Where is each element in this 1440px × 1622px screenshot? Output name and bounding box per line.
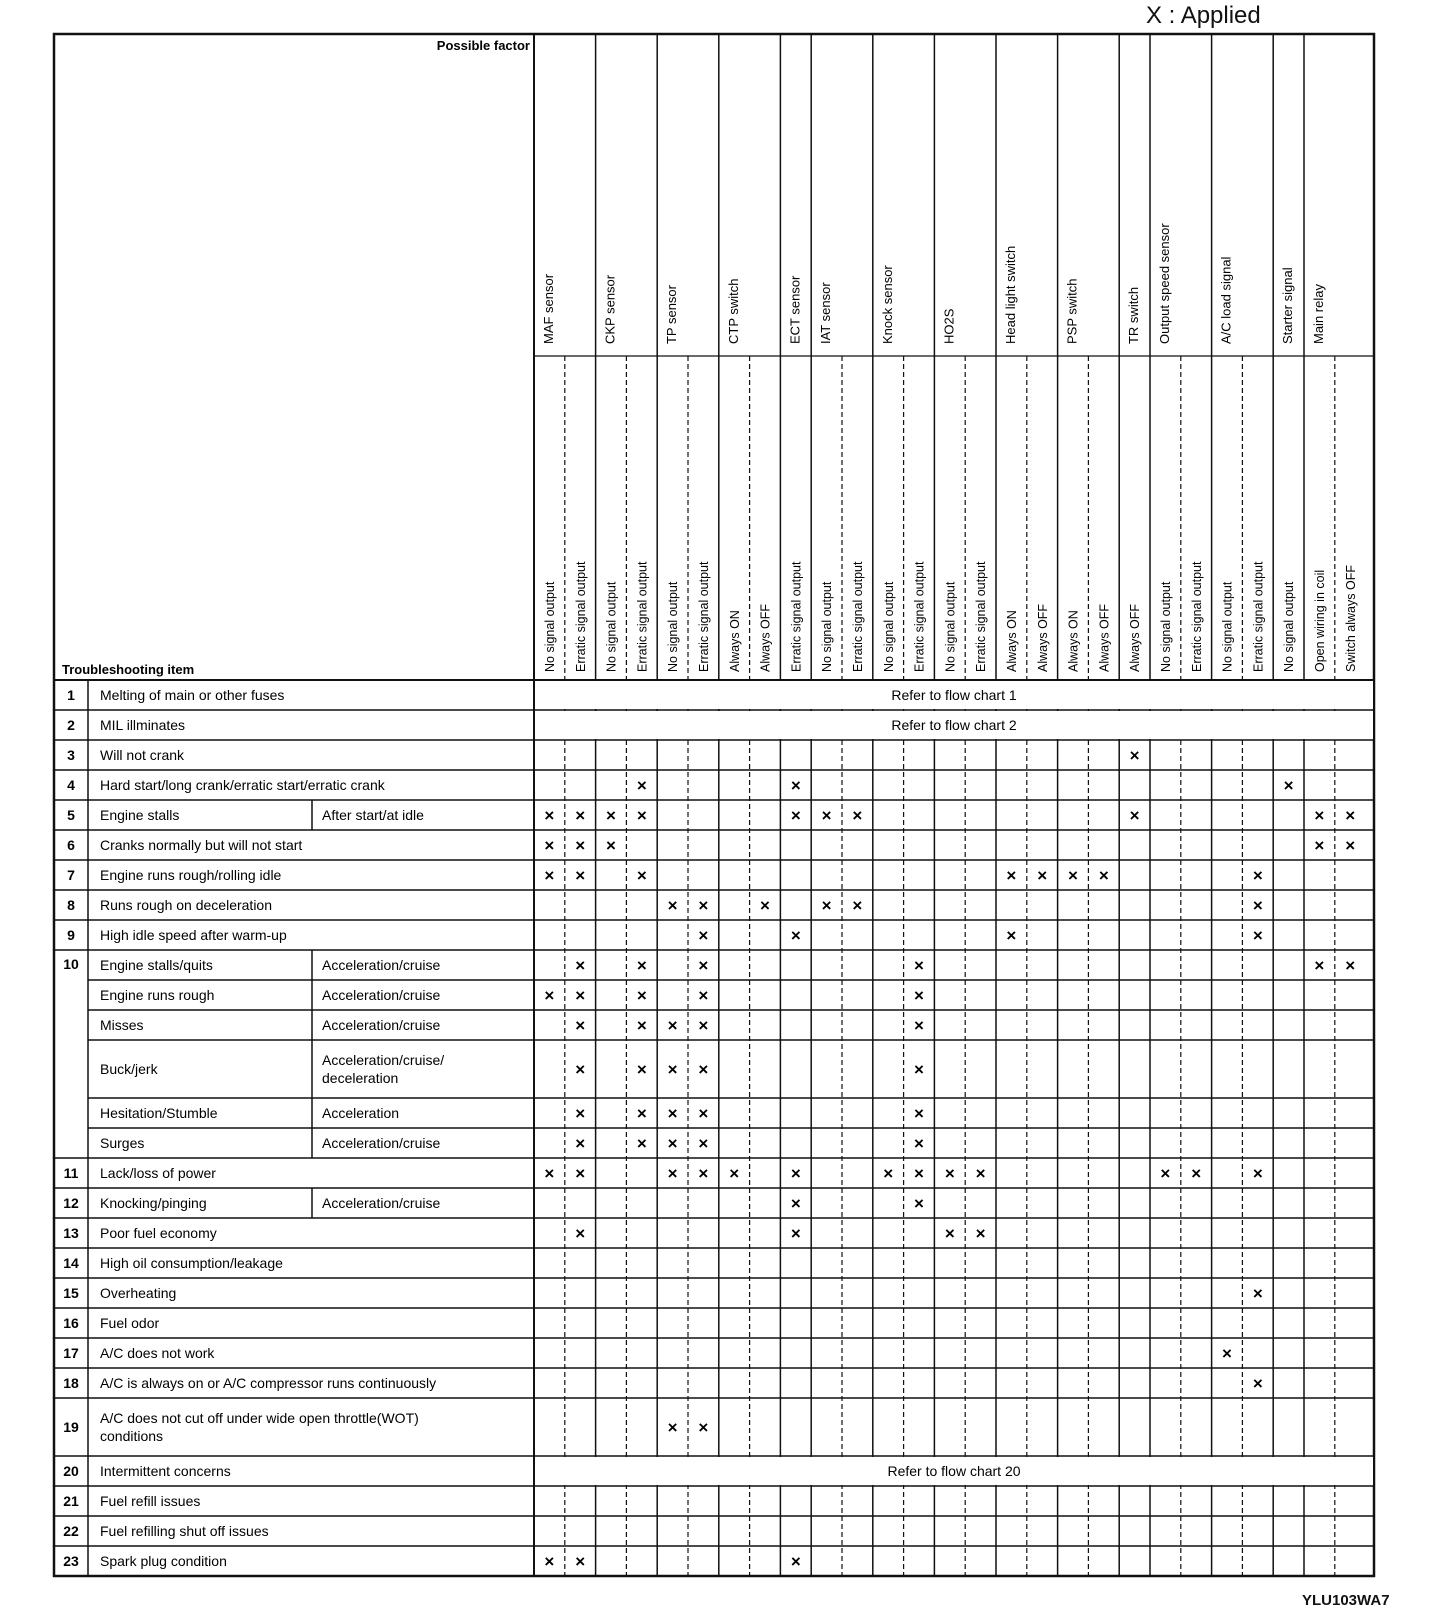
applied-mark: × bbox=[1037, 866, 1048, 885]
applied-mark: × bbox=[636, 956, 647, 975]
applied-mark: × bbox=[790, 1552, 801, 1571]
applied-mark: × bbox=[667, 1016, 678, 1035]
applied-mark: × bbox=[821, 806, 832, 825]
condition: After start/at idle bbox=[322, 807, 424, 823]
applied-mark: × bbox=[698, 1016, 709, 1035]
sub-column-label: No signal output bbox=[604, 581, 619, 672]
troubleshooting-item: High oil consumption/leakage bbox=[100, 1255, 283, 1271]
applied-mark: × bbox=[667, 1060, 678, 1079]
group-name: Knock sensor bbox=[879, 265, 895, 344]
applied-mark: × bbox=[821, 896, 832, 915]
sub-column-label: Switch always OFF bbox=[1343, 565, 1358, 672]
applied-mark: × bbox=[1006, 926, 1017, 945]
applied-mark: × bbox=[606, 806, 616, 825]
row-number: 2 bbox=[67, 717, 75, 733]
applied-mark: × bbox=[636, 986, 647, 1005]
troubleshooting-item: Engine stalls/quits bbox=[100, 957, 213, 973]
applied-mark: × bbox=[575, 1224, 586, 1243]
sub-column-label: No signal output bbox=[666, 581, 681, 672]
group-name: Head light switch bbox=[1003, 245, 1018, 344]
group-name: ECT sensor bbox=[787, 275, 803, 344]
condition: Acceleration/cruise bbox=[322, 1195, 441, 1211]
applied-mark: × bbox=[575, 806, 586, 825]
applied-mark: × bbox=[1191, 1164, 1202, 1183]
applied-mark: × bbox=[544, 806, 555, 825]
applied-mark: × bbox=[790, 1164, 801, 1183]
applied-mark: × bbox=[544, 836, 555, 855]
condition: Acceleration/cruise bbox=[322, 987, 441, 1003]
applied-mark: × bbox=[852, 806, 863, 825]
applied-mark: × bbox=[1283, 776, 1294, 795]
troubleshooting-item: Surges bbox=[100, 1135, 145, 1151]
sub-column-label: No signal output bbox=[881, 581, 896, 672]
troubleshooting-item: Melting of main or other fuses bbox=[100, 687, 285, 703]
row-number: 16 bbox=[63, 1315, 79, 1331]
troubleshooting-item: Hard start/long crank/erratic start/erratic crank bbox=[100, 777, 385, 793]
applied-mark: × bbox=[852, 896, 863, 915]
group-name: Starter signal bbox=[1280, 267, 1296, 344]
row-number: 13 bbox=[63, 1225, 79, 1241]
troubleshooting-item-label: Troubleshooting item bbox=[62, 662, 195, 677]
sub-column-label: Always ON bbox=[1005, 610, 1019, 672]
troubleshooting-item: Cranks normally but will not start bbox=[100, 837, 303, 853]
sub-column-label: Erratic signal output bbox=[697, 561, 711, 672]
applied-mark: × bbox=[1222, 1344, 1232, 1363]
applied-mark: × bbox=[698, 1418, 709, 1437]
troubleshooting-item: Hesitation/Stumble bbox=[100, 1105, 218, 1121]
applied-mark: × bbox=[944, 1164, 955, 1183]
row-number: 23 bbox=[63, 1553, 79, 1569]
applied-mark: × bbox=[544, 1552, 555, 1571]
sub-column-label: Erratic signal output bbox=[974, 561, 989, 672]
troubleshooting-item: A/C does not work bbox=[100, 1345, 215, 1361]
applied-mark: × bbox=[975, 1164, 986, 1183]
applied-mark: × bbox=[760, 896, 770, 915]
group-name: A/C load signal bbox=[1218, 256, 1234, 344]
applied-mark: × bbox=[575, 1016, 586, 1035]
applied-mark: × bbox=[1098, 866, 1109, 885]
troubleshooting-item: Fuel odor bbox=[100, 1315, 160, 1331]
sub-column-label: Always ON bbox=[727, 610, 742, 672]
applied-mark: × bbox=[698, 1164, 709, 1183]
applied-mark: × bbox=[544, 986, 555, 1005]
row-number: 12 bbox=[63, 1195, 79, 1211]
applied-mark: × bbox=[1314, 806, 1325, 825]
group-name: HO2S bbox=[941, 308, 957, 344]
troubleshooting-item: Engine stalls bbox=[100, 807, 180, 823]
applied-mark: × bbox=[1252, 1164, 1263, 1183]
condition: Acceleration/cruise/ bbox=[322, 1052, 445, 1068]
group-name: CKP sensor bbox=[602, 274, 618, 344]
troubleshooting-item: Overheating bbox=[100, 1285, 177, 1301]
applied-mark: × bbox=[944, 1224, 955, 1243]
applied-mark: × bbox=[575, 866, 586, 885]
applied-mark: × bbox=[575, 1552, 586, 1571]
troubleshooting-item: Buck/jerk bbox=[100, 1061, 158, 1077]
troubleshooting-item: Spark plug condition bbox=[100, 1553, 227, 1569]
applied-mark: × bbox=[914, 956, 924, 975]
sub-column-label: No signal output bbox=[820, 581, 835, 672]
sub-column-label: Erratic signal output bbox=[1251, 561, 1266, 672]
row-number: 15 bbox=[63, 1285, 79, 1301]
group-name: TR switch bbox=[1126, 286, 1142, 344]
sub-column-label: Erratic signal output bbox=[573, 561, 588, 672]
troubleshooting-item: Fuel refill issues bbox=[100, 1493, 201, 1509]
applied-mark: × bbox=[729, 1164, 740, 1183]
applied-mark: × bbox=[790, 806, 801, 825]
sub-column-label: Always OFF bbox=[1097, 603, 1112, 672]
applied-mark: × bbox=[1314, 956, 1325, 975]
row-number: 22 bbox=[63, 1523, 79, 1539]
applied-mark: × bbox=[698, 986, 709, 1005]
sub-column-label: Erratic signal output bbox=[789, 561, 804, 672]
group-name: MAF sensor bbox=[541, 273, 556, 344]
troubleshooting-item: A/C does not cut off under wide open throttle(WOT) bbox=[100, 1410, 419, 1426]
applied-mark: × bbox=[1252, 896, 1263, 915]
applied-mark: × bbox=[575, 1104, 586, 1123]
troubleshooting-item: Will not crank bbox=[100, 747, 185, 763]
applied-mark: × bbox=[636, 1060, 647, 1079]
row-number: 10 bbox=[63, 956, 79, 972]
sub-column-label: Always OFF bbox=[758, 603, 773, 672]
condition: Acceleration/cruise bbox=[322, 957, 441, 973]
sub-column-label: Erratic signal output bbox=[851, 561, 865, 672]
applied-mark: × bbox=[667, 1164, 678, 1183]
group-name: TP sensor bbox=[664, 284, 680, 344]
applied-mark: × bbox=[914, 1164, 924, 1183]
applied-mark: × bbox=[790, 926, 801, 945]
applied-mark: × bbox=[1006, 866, 1017, 885]
applied-mark: × bbox=[636, 1134, 647, 1153]
applied-mark: × bbox=[975, 1224, 986, 1243]
applied-mark: × bbox=[1345, 836, 1356, 855]
applied-mark: × bbox=[636, 1016, 647, 1035]
sub-column-label: No signal output bbox=[1282, 581, 1297, 672]
condition: Acceleration/cruise bbox=[322, 1017, 441, 1033]
applied-mark: × bbox=[575, 1060, 586, 1079]
row-number: 20 bbox=[63, 1463, 79, 1479]
sub-column-label: Erratic signal output bbox=[635, 561, 650, 672]
group-name: Main relay bbox=[1311, 284, 1326, 344]
applied-mark: × bbox=[575, 836, 586, 855]
applied-mark: × bbox=[636, 866, 647, 885]
applied-mark: × bbox=[914, 1104, 924, 1123]
group-name: CTP switch bbox=[725, 278, 741, 344]
applied-mark: × bbox=[1314, 836, 1325, 855]
applied-mark: × bbox=[1068, 866, 1078, 885]
row-number: 1 bbox=[67, 687, 75, 703]
sub-column-label: Erratic signal output bbox=[1189, 561, 1204, 672]
row-number: 4 bbox=[67, 777, 75, 793]
applied-mark: × bbox=[667, 1418, 678, 1437]
applied-mark: × bbox=[636, 776, 647, 795]
applied-mark: × bbox=[1160, 1164, 1171, 1183]
troubleshooting-item: Misses bbox=[100, 1017, 144, 1033]
row-number: 7 bbox=[67, 867, 75, 883]
group-name: PSP switch bbox=[1064, 278, 1080, 344]
row-number: 8 bbox=[67, 897, 75, 913]
sub-column-label: No signal output bbox=[543, 581, 557, 672]
row-number: 9 bbox=[67, 927, 75, 943]
applied-mark: × bbox=[1252, 926, 1263, 945]
applied-mark: × bbox=[606, 836, 616, 855]
row-number: 17 bbox=[63, 1345, 79, 1361]
troubleshooting-item: MIL illminates bbox=[100, 717, 186, 733]
applied-mark: × bbox=[914, 1134, 924, 1153]
applied-mark: × bbox=[667, 1104, 678, 1123]
condition: deceleration bbox=[322, 1070, 399, 1086]
row-number: 19 bbox=[63, 1419, 79, 1435]
applied-mark: × bbox=[575, 956, 586, 975]
applied-mark: × bbox=[790, 1224, 801, 1243]
applied-mark: × bbox=[1252, 1374, 1263, 1393]
applied-mark: × bbox=[1345, 956, 1356, 975]
applied-mark: × bbox=[698, 1134, 709, 1153]
troubleshooting-item: High idle speed after warm-up bbox=[100, 927, 287, 943]
troubleshooting-item: conditions bbox=[100, 1428, 164, 1444]
legend: X : Applied bbox=[1146, 2, 1261, 29]
applied-mark: × bbox=[790, 776, 801, 795]
row-number: 5 bbox=[67, 807, 75, 823]
group-name: IAT sensor bbox=[818, 282, 834, 344]
troubleshooting-item: Poor fuel economy bbox=[100, 1225, 217, 1241]
applied-mark: × bbox=[698, 1060, 709, 1079]
applied-mark: × bbox=[1129, 746, 1140, 765]
applied-mark: × bbox=[698, 926, 709, 945]
row-number: 18 bbox=[63, 1375, 79, 1391]
troubleshooting-item: Intermittent concerns bbox=[100, 1463, 231, 1479]
applied-mark: × bbox=[575, 1134, 586, 1153]
possible-factor-label: Possible factor bbox=[436, 38, 530, 53]
applied-mark: × bbox=[575, 1164, 586, 1183]
row-number: 14 bbox=[63, 1255, 79, 1271]
applied-mark: × bbox=[914, 1194, 924, 1213]
sub-column-label: Open wiring in coil bbox=[1313, 569, 1327, 672]
troubleshooting-item: Runs rough on deceleration bbox=[100, 897, 273, 913]
applied-mark: × bbox=[914, 1060, 924, 1079]
applied-mark: × bbox=[790, 1194, 801, 1213]
applied-mark: × bbox=[914, 986, 924, 1005]
troubleshooting-item: A/C is always on or A/C compressor runs continuously bbox=[100, 1375, 437, 1391]
sub-column-label: No signal output bbox=[1220, 581, 1235, 672]
applied-mark: × bbox=[698, 956, 709, 975]
troubleshooting-item: Engine runs rough bbox=[100, 987, 215, 1003]
applied-mark: × bbox=[575, 986, 586, 1005]
applied-mark: × bbox=[698, 1104, 709, 1123]
span-text: Refer to flow chart 1 bbox=[891, 687, 1017, 703]
applied-mark: × bbox=[1129, 806, 1140, 825]
sub-column-label: Erratic signal output bbox=[912, 561, 927, 672]
applied-mark: × bbox=[667, 1134, 678, 1153]
span-text: Refer to flow chart 20 bbox=[887, 1463, 1021, 1479]
sub-column-label: No signal output bbox=[943, 581, 958, 672]
sub-column-label: No signal output bbox=[1159, 581, 1173, 672]
applied-mark: × bbox=[667, 896, 678, 915]
applied-mark: × bbox=[544, 1164, 555, 1183]
troubleshooting-item: Knocking/pinging bbox=[100, 1195, 207, 1211]
group-name: Output speed sensor bbox=[1157, 223, 1172, 344]
applied-mark: × bbox=[1252, 1284, 1263, 1303]
table-border bbox=[54, 34, 1374, 1576]
applied-mark: × bbox=[1345, 806, 1356, 825]
applied-mark: × bbox=[883, 1164, 894, 1183]
applied-mark: × bbox=[1252, 866, 1263, 885]
row-number: 6 bbox=[67, 837, 75, 853]
figure-code: YLU103WA7 bbox=[1302, 1592, 1390, 1609]
sub-column-label: Always OFF bbox=[1035, 603, 1050, 672]
row-number: 21 bbox=[63, 1493, 79, 1509]
applied-mark: × bbox=[636, 806, 647, 825]
troubleshooting-item: Fuel refilling shut off issues bbox=[100, 1523, 269, 1539]
applied-mark: × bbox=[544, 866, 555, 885]
sub-column-label: Always OFF bbox=[1128, 603, 1143, 672]
applied-mark: × bbox=[698, 896, 709, 915]
condition: Acceleration/cruise bbox=[322, 1135, 441, 1151]
applied-mark: × bbox=[914, 1016, 924, 1035]
sub-column-label: Always ON bbox=[1066, 610, 1081, 672]
span-text: Refer to flow chart 2 bbox=[891, 717, 1017, 733]
row-number: 3 bbox=[67, 747, 75, 763]
condition: Acceleration bbox=[322, 1105, 400, 1121]
row-number: 11 bbox=[63, 1165, 79, 1181]
applied-mark: × bbox=[636, 1104, 647, 1123]
troubleshooting-item: Engine runs rough/rolling idle bbox=[100, 867, 282, 883]
troubleshooting-item: Lack/loss of power bbox=[100, 1165, 216, 1181]
